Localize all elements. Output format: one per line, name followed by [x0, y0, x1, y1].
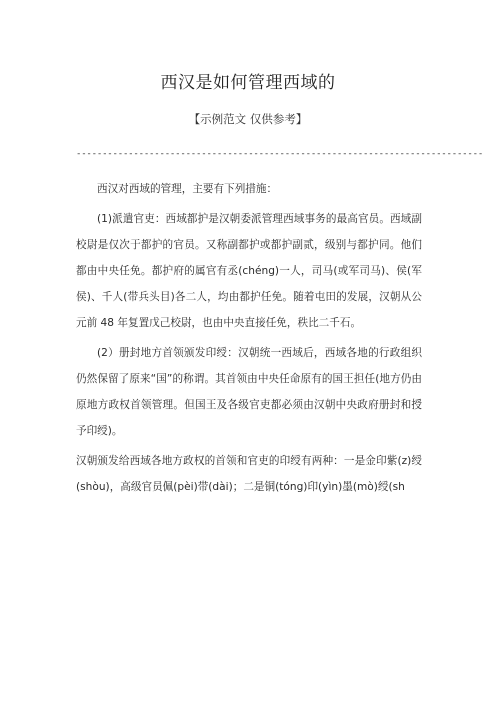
divider-line: ------------------------------------------------------------------------------ — [76, 149, 484, 159]
document-subtitle: 【示例范文 仅供参考】 — [188, 112, 308, 126]
paragraph-officials: (1)派遣官吏：西域都护是汉朝委派管理西域事务的最高官员。西域副校尉是仅次于都护的官员。又称副都护或都护副贰，级别与都护同。他们都由中央任免。都护府的属官有丞(chéng)一人，司马(或军司马)、侯(军侯)、千人(带兵头目)各二人，均由都护任免。随着屯田的发展，汉朝从公元前 48 年复置戊己校尉，也由中央直接任免，秩比二千石。 — [76, 213, 422, 329]
paragraph-seals: (2）册封地方首领颁发印绶：汉朝统一西域后，西域各地的行政组织仍然保留了原来“国”的称谓。其首领由中央任命原有的国王担任(地方仍由原地方政权首领管理。但国王及各级官吏都必须由汉朝中央政府册封和授予印绶)。 — [76, 347, 422, 437]
document-title: 西汉是如何管理西域的 — [160, 73, 336, 93]
paragraph-seal-types: 汉朝颁发给西域各地方政权的首领和官吏的印绶有两种：一是金印紫(z)绶(shòu)，高级官员佩(pèi)带(dài)；二是铜(tóng)印(yìn)墨(mò)绶(sh — [76, 455, 422, 493]
paragraph-intro: 西汉对西域的管理，主要有下列措施： — [97, 183, 278, 195]
document-body — [76, 176, 422, 504]
